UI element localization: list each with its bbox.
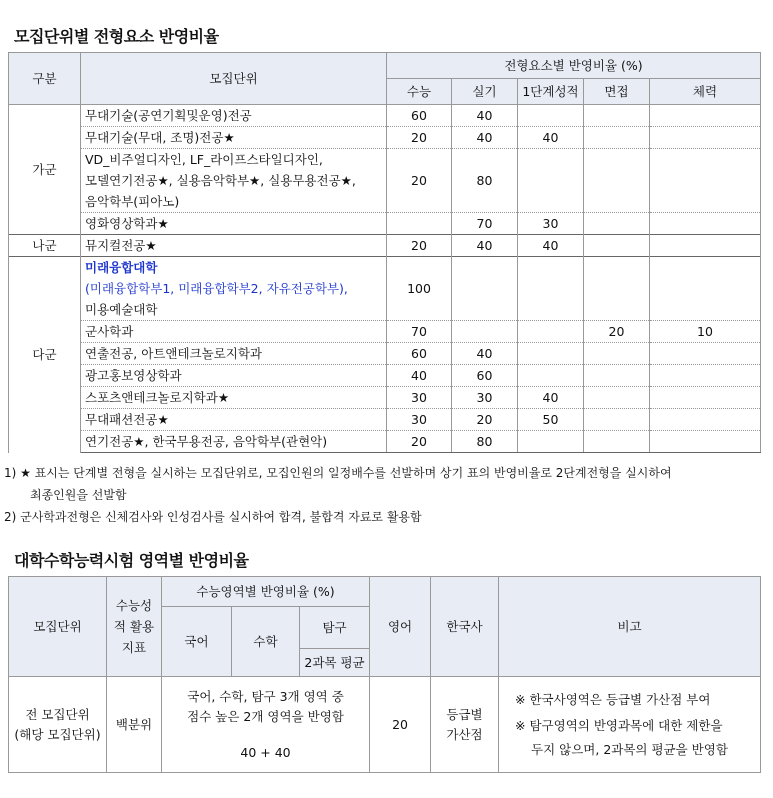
value-cell bbox=[584, 343, 650, 365]
value-cell: 30 bbox=[387, 387, 452, 409]
unit-line: (미래융합학부1, 미래융합학부2, 자유전공학부), bbox=[85, 281, 348, 296]
header-ratio: 전형요소별 반영비율 (%) bbox=[387, 53, 761, 79]
header-ratio: 수능영역별 반영비율 (%) bbox=[162, 577, 370, 607]
index-cell: 백분위 bbox=[107, 677, 162, 773]
value-cell: 80 bbox=[452, 149, 518, 213]
ratio-desc-cell bbox=[162, 677, 370, 773]
value-cell: 20 bbox=[387, 127, 452, 149]
value-cell bbox=[387, 213, 452, 235]
value-cell bbox=[518, 431, 584, 453]
value-cell bbox=[584, 149, 650, 213]
unit-name: 스포츠앤테크놀로지학과★ bbox=[81, 387, 387, 409]
remark-line: 두지 않으며, 2과목의 평균을 반영함 bbox=[531, 741, 728, 757]
value-cell bbox=[518, 321, 584, 343]
header-inquiry-sub: 2과목 평균 bbox=[300, 649, 370, 677]
value-cell: 40 bbox=[518, 387, 584, 409]
value-cell: 40 bbox=[518, 235, 584, 257]
value-cell bbox=[518, 105, 584, 127]
value-cell bbox=[518, 257, 584, 321]
value-cell bbox=[650, 257, 761, 321]
unit-line: 미래융합대학 bbox=[85, 260, 158, 275]
unit-name bbox=[81, 257, 387, 321]
remark-line: ※ 탐구영역의 반영과목에 대한 제한을 bbox=[515, 717, 723, 733]
unit-name bbox=[81, 149, 387, 213]
value-cell: 20 bbox=[387, 149, 452, 213]
value-cell: 10 bbox=[650, 321, 761, 343]
header-unit: 모집단위 bbox=[81, 53, 387, 105]
value-cell: 60 bbox=[452, 365, 518, 387]
value-cell bbox=[584, 213, 650, 235]
unit-line: 모델연기전공★, 실용음악학부★, 실용무용전공★, bbox=[85, 173, 356, 188]
value-cell bbox=[452, 321, 518, 343]
table-row bbox=[9, 387, 761, 409]
unit-name: 연기전공★, 한국무용전공, 음악학부(관현악) bbox=[81, 431, 387, 453]
history-line: 등급별 bbox=[446, 706, 483, 722]
value-cell: 100 bbox=[387, 257, 452, 321]
unit-line: (해당 모집단위) bbox=[14, 726, 101, 742]
header-group: 구분 bbox=[9, 53, 81, 105]
unit-cell bbox=[9, 677, 107, 773]
header-english: 영어 bbox=[370, 577, 431, 677]
value-cell: 20 bbox=[584, 321, 650, 343]
header-korean: 국어 bbox=[162, 607, 232, 677]
table-row bbox=[9, 343, 761, 365]
value-cell bbox=[650, 105, 761, 127]
unit-name: 영화영상학과★ bbox=[81, 213, 387, 235]
unit-line: 미용예술대학 bbox=[85, 302, 158, 317]
value-cell: 60 bbox=[387, 105, 452, 127]
table-row bbox=[9, 409, 761, 431]
value-cell bbox=[452, 257, 518, 321]
value-cell: 50 bbox=[518, 409, 584, 431]
value-cell: 30 bbox=[452, 387, 518, 409]
value-cell: 60 bbox=[387, 343, 452, 365]
value-cell: 30 bbox=[387, 409, 452, 431]
table-row bbox=[9, 127, 761, 149]
unit-name: 광고홍보영상학과 bbox=[81, 365, 387, 387]
desc-line: 점수 높은 2개 영역을 반영함 bbox=[187, 708, 344, 724]
value-cell bbox=[584, 235, 650, 257]
value-cell bbox=[650, 343, 761, 365]
value-cell bbox=[584, 127, 650, 149]
value-cell bbox=[584, 387, 650, 409]
section1-title: 모집단위별 전형요소 반영비율 bbox=[14, 27, 219, 46]
value-cell: 40 bbox=[387, 365, 452, 387]
value-cell bbox=[650, 409, 761, 431]
english-cell: 20 bbox=[370, 677, 431, 773]
value-cell: 40 bbox=[452, 343, 518, 365]
value-cell bbox=[584, 257, 650, 321]
group-da: 다군 bbox=[9, 257, 81, 453]
header-history: 한국사 bbox=[431, 577, 499, 677]
header-col-silgi: 실기 bbox=[452, 79, 518, 105]
table-row bbox=[9, 431, 761, 453]
value-cell: 40 bbox=[452, 235, 518, 257]
group-ga: 가군 bbox=[9, 105, 81, 235]
header-index: 수능성적 활용지표 bbox=[107, 577, 162, 677]
header-col-stage1: 1단계성적 bbox=[518, 79, 584, 105]
value-cell: 20 bbox=[387, 431, 452, 453]
value-cell: 80 bbox=[452, 431, 518, 453]
header-inquiry: 탐구 bbox=[300, 607, 370, 649]
value-cell bbox=[584, 105, 650, 127]
table-row bbox=[9, 365, 761, 387]
unit-line: VD_비주얼디자인, LF_라이프스타일디자인, bbox=[85, 152, 323, 167]
desc-line: 40 + 40 bbox=[240, 744, 291, 760]
table-row bbox=[9, 321, 761, 343]
value-cell: 40 bbox=[452, 105, 518, 127]
section2-title: 대학수학능력시험 영역별 반영비율 bbox=[14, 551, 249, 570]
header-col-fitness: 체력 bbox=[650, 79, 761, 105]
remarks-cell bbox=[499, 677, 761, 773]
unit-name: 뮤지컬전공★ bbox=[81, 235, 387, 257]
value-cell bbox=[518, 365, 584, 387]
header-col-interview: 면접 bbox=[584, 79, 650, 105]
value-cell bbox=[650, 127, 761, 149]
group-na: 나군 bbox=[9, 235, 81, 257]
admission-ratio-table bbox=[8, 52, 761, 453]
value-cell bbox=[650, 213, 761, 235]
unit-line: 음악학부(피아노) bbox=[85, 194, 180, 209]
unit-name: 연출전공, 아트앤테크놀로지학과 bbox=[81, 343, 387, 365]
value-cell: 40 bbox=[452, 127, 518, 149]
table-row bbox=[9, 257, 761, 321]
header-unit: 모집단위 bbox=[9, 577, 107, 677]
header-math: 수학 bbox=[232, 607, 300, 677]
value-cell: 70 bbox=[387, 321, 452, 343]
value-cell: 30 bbox=[518, 213, 584, 235]
note-2: 2) 군사학과전형은 신체검사와 인성검사를 실시하여 합격, 불합격 자료로 활용함 bbox=[4, 510, 422, 524]
table-row bbox=[9, 105, 761, 127]
value-cell bbox=[650, 235, 761, 257]
remark-line: ※ 한국사영역은 등급별 가산점 부여 bbox=[515, 691, 711, 707]
desc-line: 국어, 수학, 탐구 3개 영역 중 bbox=[187, 688, 344, 704]
header-remarks: 비고 bbox=[499, 577, 761, 677]
header-col-suneung: 수능 bbox=[387, 79, 452, 105]
value-cell bbox=[518, 343, 584, 365]
table-row bbox=[9, 235, 761, 257]
value-cell bbox=[518, 149, 584, 213]
value-cell bbox=[584, 431, 650, 453]
unit-name: 무대패션전공★ bbox=[81, 409, 387, 431]
value-cell bbox=[650, 431, 761, 453]
table-row bbox=[9, 213, 761, 235]
history-line: 가산점 bbox=[446, 726, 483, 742]
note-1: 1) ★ 표시는 단계별 전형을 실시하는 모집단위로, 모집인원의 일정배수를 선발하며 상기 표의 반영비율로 2단계전형을 실시하여 bbox=[4, 466, 672, 480]
value-cell bbox=[584, 365, 650, 387]
unit-line: 전 모집단위 bbox=[25, 706, 90, 722]
value-cell bbox=[584, 409, 650, 431]
unit-name: 군사학과 bbox=[81, 321, 387, 343]
table-row bbox=[9, 149, 761, 213]
value-cell bbox=[650, 387, 761, 409]
value-cell: 70 bbox=[452, 213, 518, 235]
value-cell: 40 bbox=[518, 127, 584, 149]
history-cell bbox=[431, 677, 499, 773]
note-1-cont: 최종인원을 선발함 bbox=[30, 488, 127, 502]
value-cell: 20 bbox=[452, 409, 518, 431]
suneung-ratio-table bbox=[8, 576, 761, 773]
value-cell: 20 bbox=[387, 235, 452, 257]
value-cell bbox=[650, 149, 761, 213]
unit-name: 무대기술(공연기획및운영)전공 bbox=[81, 105, 387, 127]
value-cell bbox=[650, 365, 761, 387]
unit-name: 무대기술(무대, 조명)전공★ bbox=[81, 127, 387, 149]
